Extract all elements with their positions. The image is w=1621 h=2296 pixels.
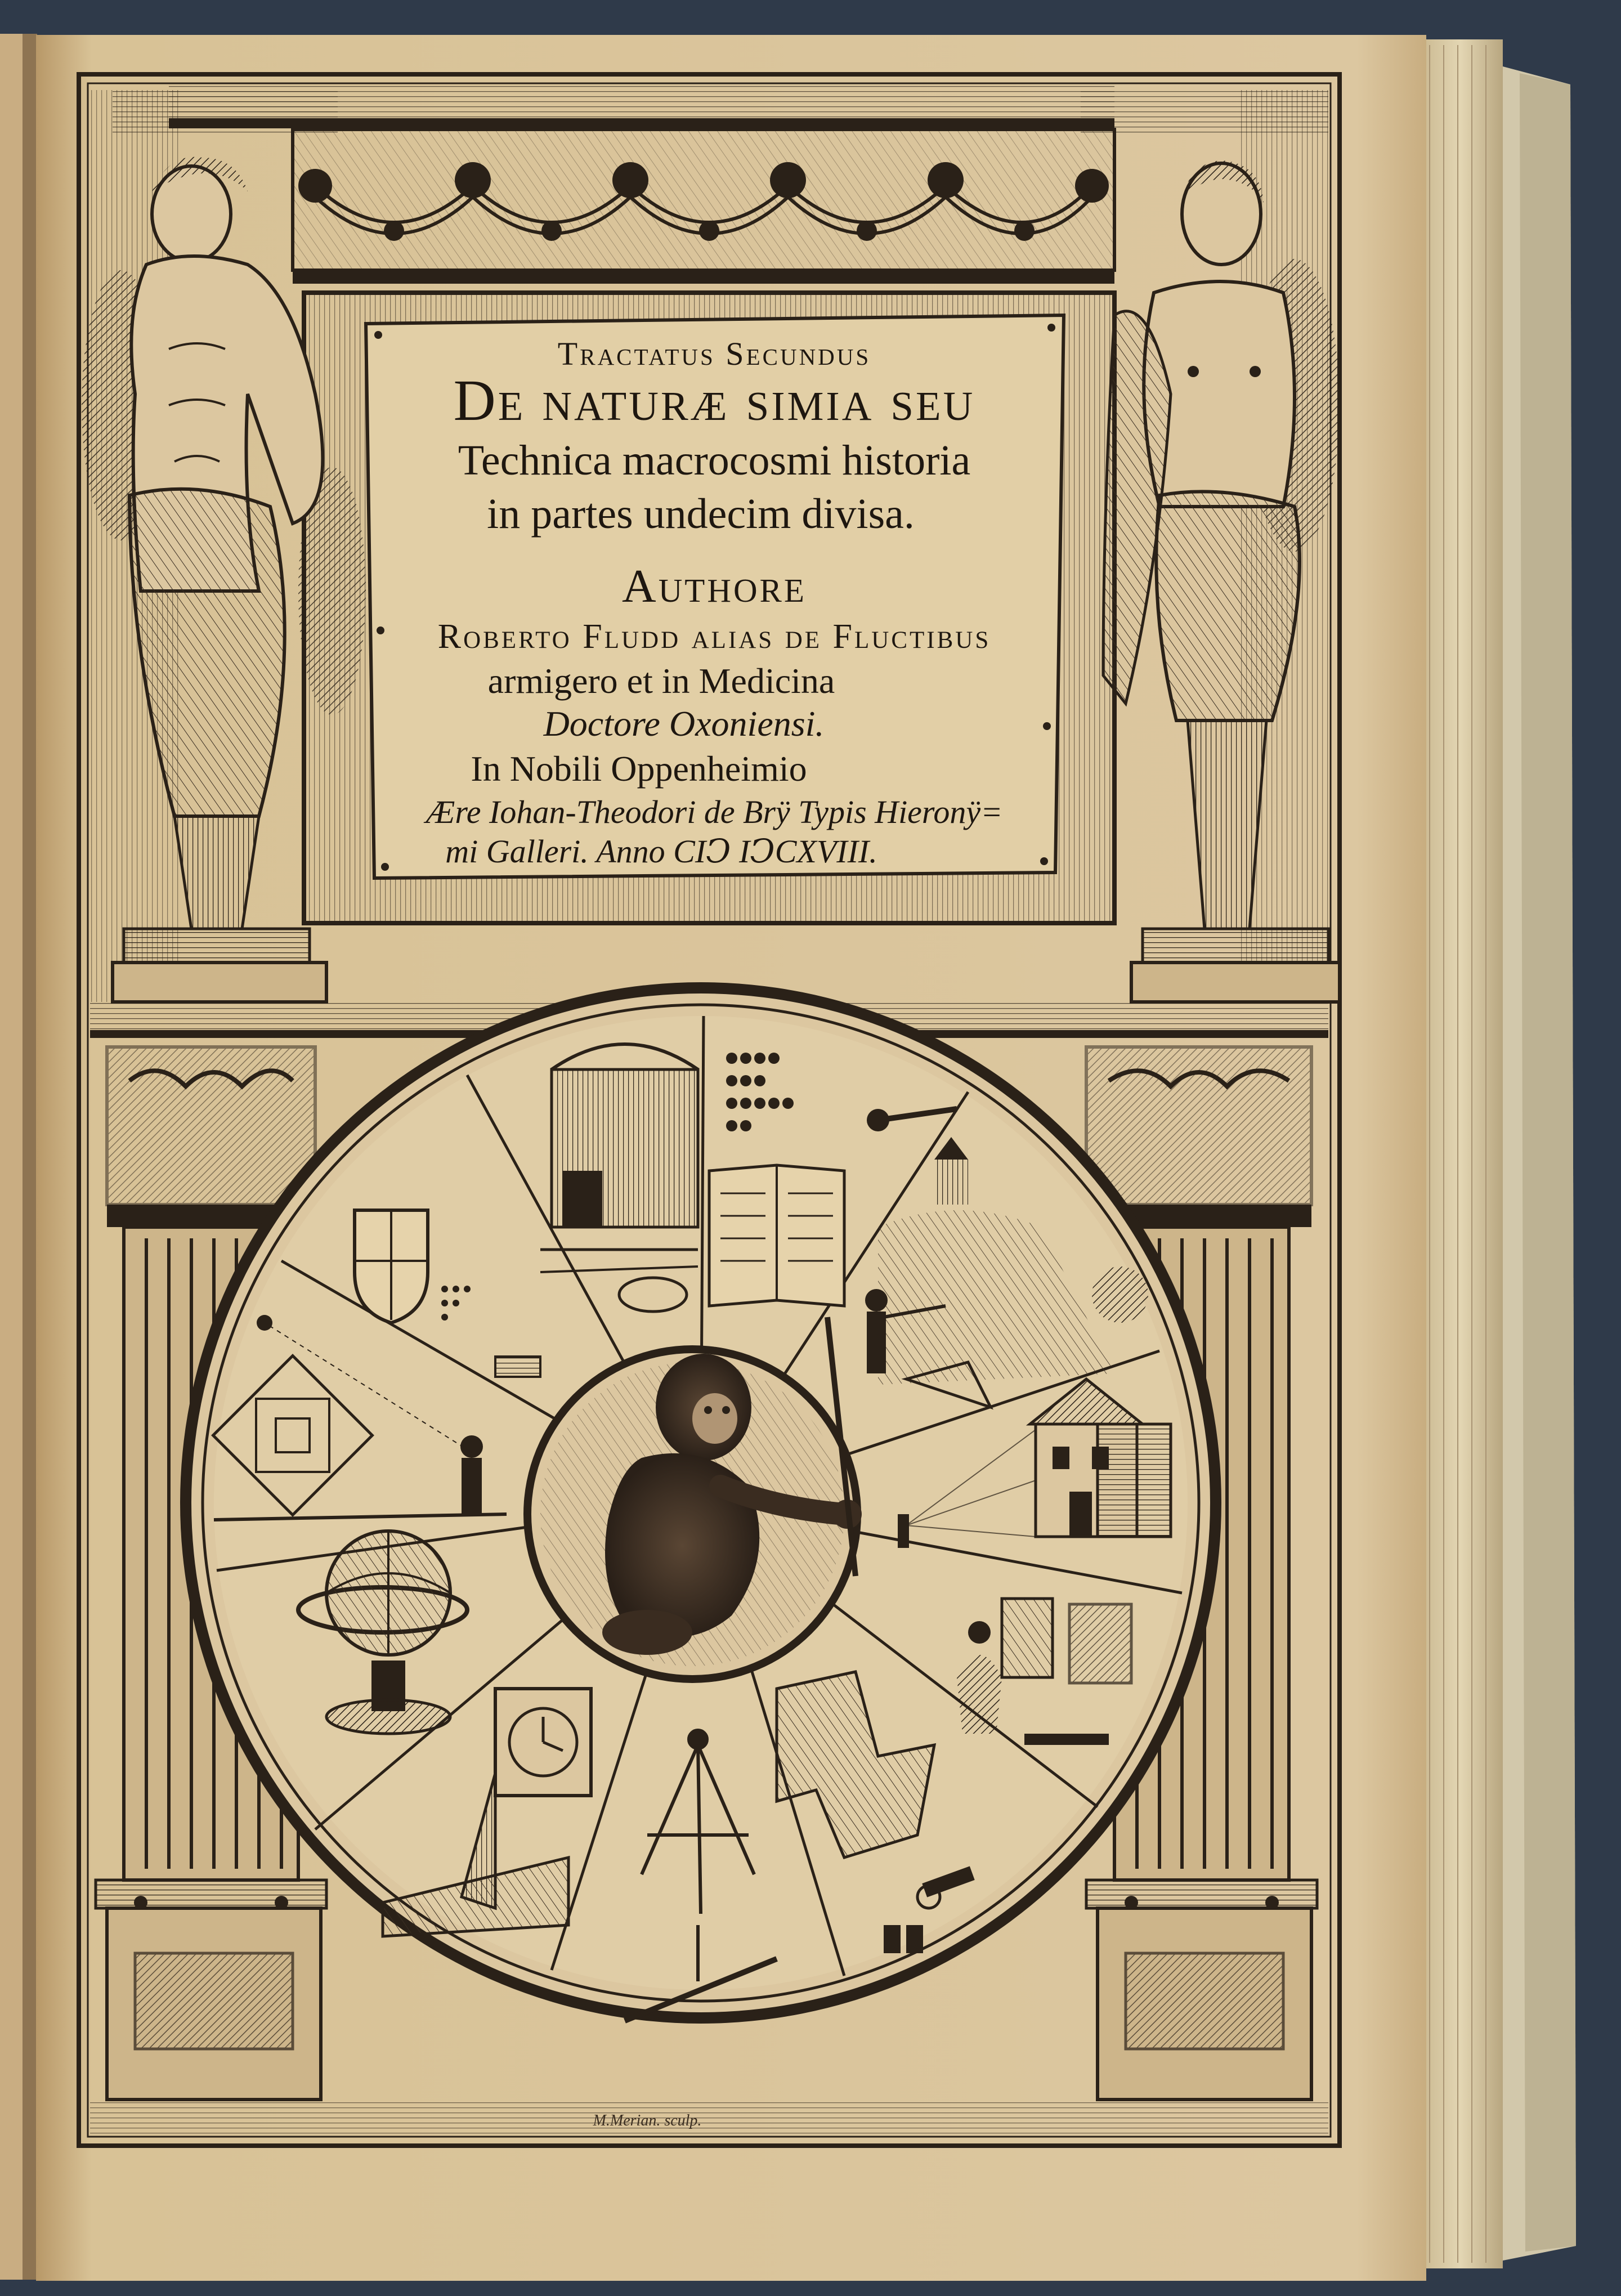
page-stack	[1418, 39, 1503, 2268]
title-line-authore: Authore	[622, 560, 807, 612]
title-line-oppenheim: In Nobili Oppenheimio	[471, 749, 807, 789]
title-line-subtitle-1: Technica macrocosmi historia	[458, 437, 971, 484]
title-line-subtitle-2: in partes undecim divisa.	[487, 490, 915, 538]
title-line-imprint-2: mi Galleri. Anno CIↃ IↃCXVIII.	[445, 833, 877, 870]
title-line-main: De naturæ simia seu	[453, 368, 975, 433]
title-line-author-name: Roberto Fludd alias de Fluctibus	[437, 617, 991, 656]
engraver-signature: M.Merian. sculp.	[593, 2112, 702, 2129]
title-line-doctore: Doctore Oxoniensi.	[543, 704, 825, 744]
arts-wheel	[180, 982, 1221, 2024]
title-line-imprint-1: Ære Iohan-Theodori de Brÿ Typis Hieronÿ=	[426, 794, 1003, 830]
title-line-armigero: armigero et in Medicina	[487, 661, 835, 701]
title-line-tractatus: Tractatus Secundus	[557, 335, 871, 372]
